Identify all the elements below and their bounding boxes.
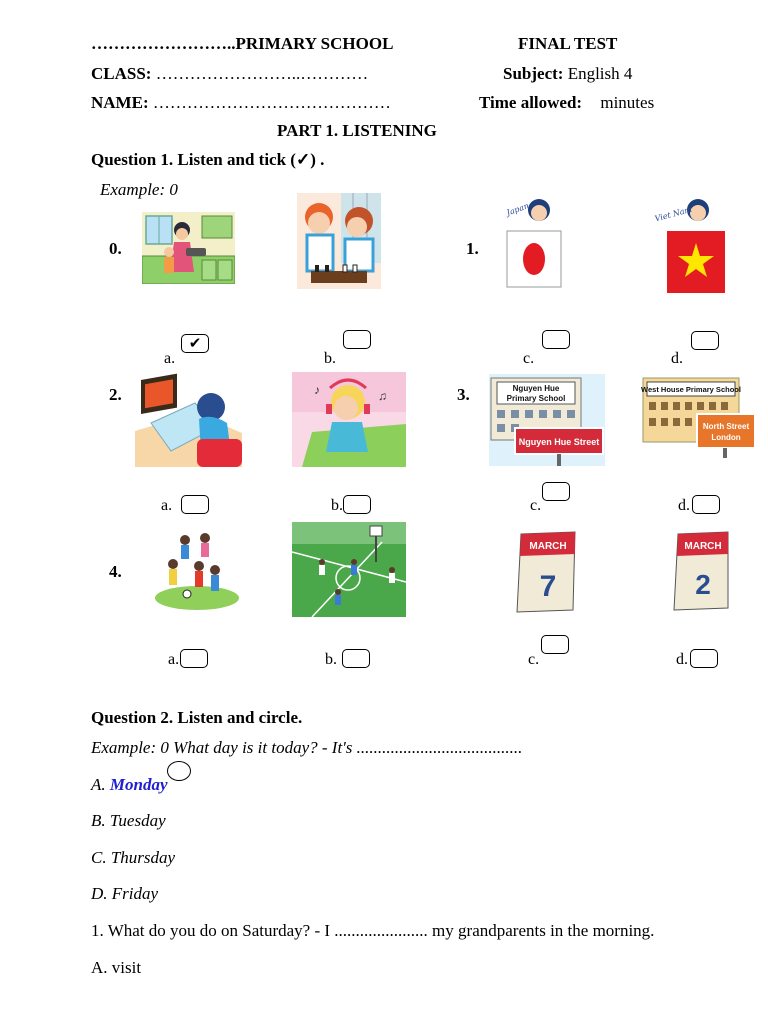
picture-chess [297, 193, 381, 289]
svg-text:Primary School: Primary School [506, 394, 566, 403]
picture-japan-flag [489, 193, 564, 289]
picture-basketball [292, 522, 406, 617]
option-label: a. [161, 497, 173, 514]
name-line [91, 93, 391, 113]
class-blank: ……………………..………… [155, 64, 369, 83]
option-label: d. [678, 497, 690, 514]
option-b-text: Tuesday [109, 811, 166, 830]
answer-box-0a[interactable]: ✔ [181, 334, 209, 353]
question-2-item-1-option-a[interactable]: A. visit [91, 958, 142, 977]
option-label: b. [324, 350, 336, 367]
option-label: d. [676, 651, 688, 668]
answer-box-2b[interactable] [343, 495, 371, 514]
option-letter: D. [91, 884, 108, 903]
option-a[interactable] [91, 775, 168, 795]
item-number-3: 3. [457, 385, 470, 404]
class-line [91, 64, 368, 84]
question-2-title: Question 2. Listen and circle. [91, 708, 303, 727]
item-number-4: 4. [109, 562, 122, 581]
answer-box-0b[interactable] [343, 330, 371, 349]
answer-box-4d[interactable] [690, 649, 718, 668]
answer-box-1d[interactable] [691, 331, 719, 350]
option-d[interactable] [91, 884, 158, 904]
svg-text:♪: ♪ [314, 383, 320, 397]
school-name: ……………………..PRIMARY SCHOOL [91, 34, 394, 53]
answer-box-1c[interactable] [542, 330, 570, 349]
picture-calendar-march-2 [666, 530, 738, 614]
picture-school-nguyen-hue [489, 374, 605, 466]
picture-cooking [142, 212, 235, 284]
picture-school-west-house [641, 374, 757, 458]
item-number-2: 2. [109, 385, 122, 404]
answer-box-4b[interactable] [342, 649, 370, 668]
class-label: CLASS: [91, 64, 152, 83]
option-label: b. [331, 497, 343, 514]
school-sign-text-2: West House Primary School [641, 385, 741, 394]
part-title: PART 1. LISTENING [277, 121, 437, 140]
time-value: minutes [600, 93, 655, 112]
answer-box-4c[interactable] [541, 635, 569, 654]
picture-listening-music [292, 372, 406, 467]
option-letter: C. [91, 848, 107, 867]
picture-watching-tv [135, 373, 242, 467]
option-letter: A. [91, 775, 106, 794]
example-label: Example: 0 [100, 180, 178, 199]
subject-value: English 4 [567, 64, 633, 83]
answer-box-3d[interactable] [692, 495, 720, 514]
option-d-text: Friday [111, 884, 159, 903]
item-number-0: 0. [109, 239, 122, 258]
test-title: FINAL TEST [518, 34, 618, 53]
answer-box-2a[interactable] [181, 495, 209, 514]
question-2-item-1: 1. What do you do on Saturday? - I ...................... my grandparents in the morning. [91, 921, 655, 940]
svg-text:North Street: North Street [702, 422, 750, 431]
calendar-month-2: MARCH [684, 541, 722, 552]
calendar-day-1: 7 [539, 570, 557, 603]
picture-vietnam-flag [643, 193, 735, 295]
option-label: b. [325, 651, 337, 668]
option-b[interactable] [91, 811, 166, 831]
picture-football [153, 528, 240, 613]
time-label: Time allowed: [479, 93, 583, 112]
option-c[interactable] [91, 848, 175, 868]
svg-text:♫: ♫ [378, 389, 387, 403]
street-sign-text: Nguyen Hue Street [518, 437, 600, 447]
name-blank: …………………………………… [152, 93, 391, 112]
option-label: c. [528, 651, 540, 668]
calendar-day-2: 2 [695, 569, 711, 600]
question-2-example: Example: 0 What day is it today? - It's ....................................... [91, 738, 523, 757]
time-line [479, 93, 654, 113]
japan-sign-text: Japan [505, 201, 531, 218]
answer-circle [167, 761, 191, 781]
name-label: NAME: [91, 93, 149, 112]
question-1-title: Question 1. Listen and tick (✓) . [91, 150, 325, 169]
picture-calendar-march-7 [511, 530, 583, 614]
svg-text:London: London [711, 433, 741, 442]
school-sign-text: Nguyen Hue [512, 384, 560, 393]
answer-box-3c[interactable] [542, 482, 570, 501]
option-letter: B. [91, 811, 106, 830]
option-label: c. [530, 497, 542, 514]
answer-box-4a[interactable] [180, 649, 208, 668]
subject-label: Subject: [503, 64, 564, 83]
calendar-month-1: MARCH [529, 541, 567, 552]
option-label: a. [164, 350, 176, 367]
option-label: a. [168, 651, 180, 668]
option-a-text: Monday [109, 775, 168, 794]
vietnam-sign-text: Viet Nam [653, 204, 693, 224]
option-label: d. [671, 350, 683, 367]
option-label: c. [523, 350, 535, 367]
option-c-text: Thursday [110, 848, 176, 867]
item-number-1: 1. [466, 239, 479, 258]
subject-line [503, 64, 632, 84]
